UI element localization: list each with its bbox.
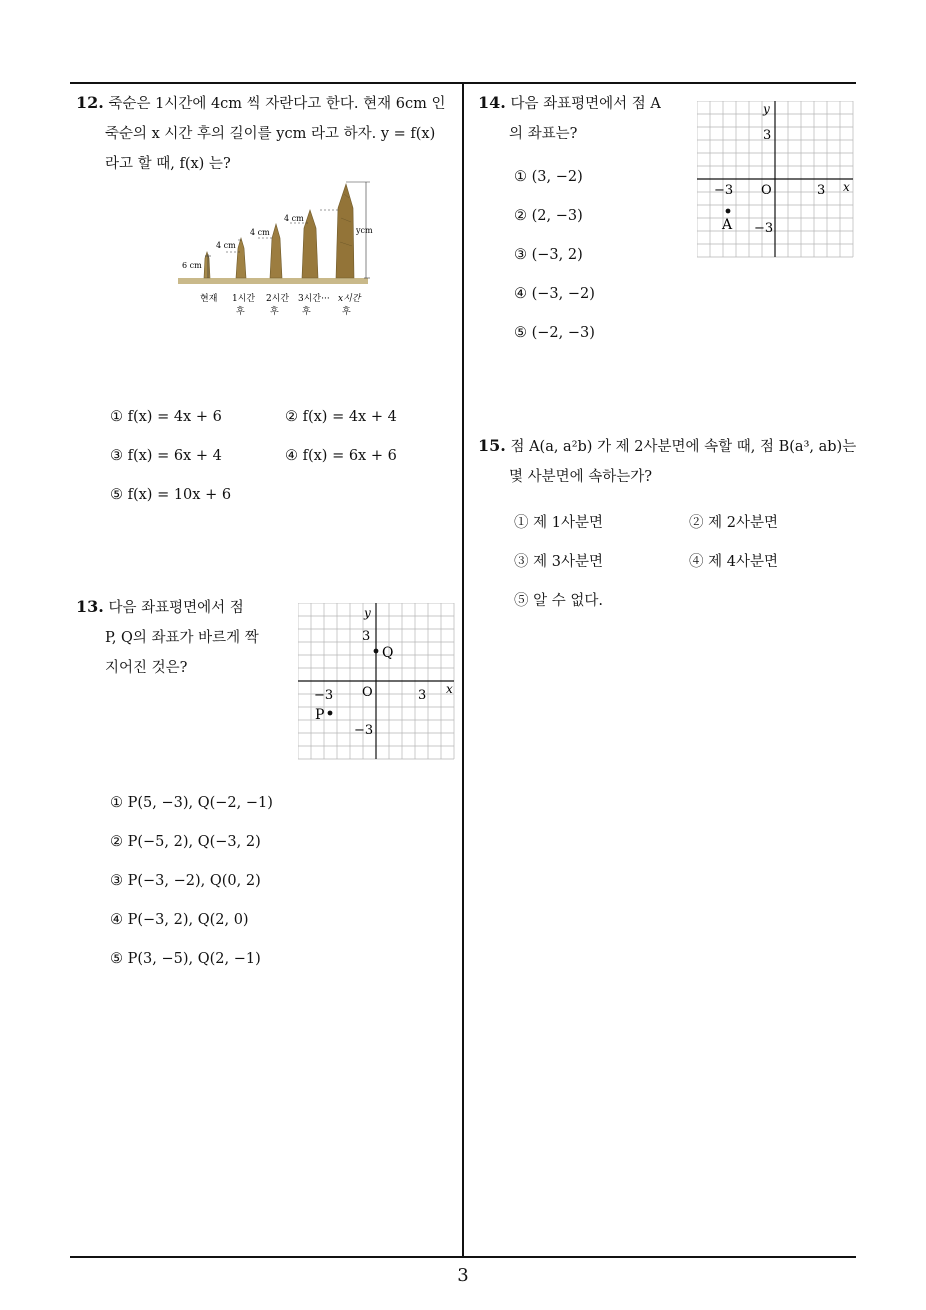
q15-option-2[interactable]: ② 제 2사분면 <box>689 515 778 531</box>
q13-x-axis-label: x <box>446 682 453 696</box>
q14-x-tick-3: 3 <box>817 183 826 198</box>
page-number: 3 <box>457 1265 469 1286</box>
q12-option-1[interactable]: ① f(x) = 4x + 6 <box>110 409 222 425</box>
bottom-rule <box>70 1256 856 1258</box>
q13-stem <box>76 592 296 683</box>
q14-coordinate-grid <box>697 101 855 259</box>
q14-line1: 다음 좌표평면에서 점 A <box>510 96 661 112</box>
total-height-label: ycm <box>356 226 373 235</box>
q14-option-5[interactable]: ⑤ (−2, −3) <box>514 325 595 341</box>
q13-x-tick-neg3: −3 <box>314 688 334 703</box>
q15-option-1[interactable]: ① 제 1사분면 <box>514 515 603 531</box>
q13-line3: 지어진 것은? <box>105 660 188 676</box>
q14-y-axis-label: y <box>763 102 770 116</box>
q13-coordinate-grid <box>298 603 456 761</box>
growth-label-1: 4 cm <box>216 241 236 250</box>
q13-line2: P, Q의 좌표가 바르게 짝 <box>105 630 259 646</box>
time-label-x-suffix: 후 <box>342 307 351 317</box>
q13-point-p-label: P <box>315 707 325 723</box>
q14-y-tick-3: 3 <box>763 128 772 143</box>
q13-origin-label: O <box>362 685 373 700</box>
bamboo-shoot-x <box>336 184 354 278</box>
column-divider <box>462 82 464 1258</box>
q14-point-a-label: A <box>722 217 733 233</box>
growth-label-3: 4 cm <box>284 214 304 223</box>
q14-y-tick-neg3: −3 <box>754 221 774 236</box>
bamboo-shoot-3 <box>302 210 318 278</box>
q13-line1: 다음 좌표평면에서 점 <box>108 600 244 616</box>
q13-number: 13. <box>76 597 104 616</box>
bamboo-shoot-1 <box>236 238 246 278</box>
q13-point-p <box>328 711 333 716</box>
bamboo-growth-figure <box>178 178 388 328</box>
q15-line1: 점 A(a, a²b) 가 제 2사분면에 속할 때, 점 B(a³, ab)는 <box>510 439 857 455</box>
q14-number: 14. <box>478 93 506 112</box>
q12-line1: 죽순은 1시간에 4cm 씩 자란다고 한다. 현재 6cm 인 <box>108 96 446 112</box>
time-label-2-suffix: 후 <box>270 307 279 317</box>
bamboo-shoot-2 <box>270 224 282 278</box>
q13-option-4[interactable]: ④ P(−3, 2), Q(2, 0) <box>110 912 249 928</box>
time-label-1-suffix: 후 <box>236 307 245 317</box>
q15-stem <box>478 431 868 492</box>
q13-option-5[interactable]: ⑤ P(3, −5), Q(2, −1) <box>110 951 261 967</box>
growth-label-2: 4 cm <box>250 228 270 237</box>
q14-x-tick-neg3: −3 <box>714 183 734 198</box>
q13-point-q <box>374 649 379 654</box>
q13-x-tick-3: 3 <box>418 688 427 703</box>
q14-option-2[interactable]: ② (2, −3) <box>514 208 583 224</box>
time-label-2: 2시간 <box>266 294 290 304</box>
q13-option-2[interactable]: ② P(−5, 2), Q(−3, 2) <box>110 834 261 850</box>
initial-height-label: 6 cm <box>182 261 202 270</box>
q14-stem <box>478 88 688 149</box>
q14-x-axis-label: x <box>843 180 850 194</box>
q12-option-2[interactable]: ② f(x) = 4x + 4 <box>285 409 397 425</box>
q12-stem <box>76 88 460 179</box>
q15-option-4[interactable]: ④ 제 4사분면 <box>689 554 778 570</box>
q12-line2: 죽순의 x 시간 후의 길이를 ycm 라고 하자. y = f(x) <box>105 126 436 142</box>
q14-option-3[interactable]: ③ (−3, 2) <box>514 247 583 263</box>
q12-option-3[interactable]: ③ f(x) = 6x + 4 <box>110 448 222 464</box>
q12-line3: 라고 할 때, f(x) 는? <box>105 156 231 172</box>
q13-option-1[interactable]: ① P(5, −3), Q(−2, −1) <box>110 795 273 811</box>
q13-point-q-label: Q <box>382 645 394 661</box>
q12-number: 12. <box>76 93 104 112</box>
q14-origin-label: O <box>761 183 772 198</box>
time-label-x: x시간 <box>338 294 361 304</box>
q15-number: 15. <box>478 436 506 455</box>
q15-line2: 몇 사분면에 속하는가? <box>509 469 653 485</box>
q13-y-axis-label: y <box>364 606 371 620</box>
time-label-1: 1시간 <box>232 294 256 304</box>
q12-option-5[interactable]: ⑤ f(x) = 10x + 6 <box>110 487 232 503</box>
q13-y-tick-3: 3 <box>362 629 371 644</box>
q15-option-5[interactable]: ⑤ 알 수 없다. <box>514 593 603 609</box>
q14-point-a <box>726 209 731 214</box>
q14-option-1[interactable]: ① (3, −2) <box>514 169 583 185</box>
time-label-3-suffix: 후 <box>302 307 311 317</box>
q15-option-3[interactable]: ③ 제 3사분면 <box>514 554 603 570</box>
time-label-3: 3시간··· <box>298 294 330 304</box>
q12-option-4[interactable]: ④ f(x) = 6x + 6 <box>285 448 397 464</box>
q14-option-4[interactable]: ④ (−3, −2) <box>514 286 595 302</box>
q13-option-3[interactable]: ③ P(−3, −2), Q(0, 2) <box>110 873 261 889</box>
q13-y-tick-neg3: −3 <box>354 723 374 738</box>
time-label-0: 현재 <box>200 294 218 304</box>
q14-line2: 의 좌표는? <box>509 126 578 142</box>
